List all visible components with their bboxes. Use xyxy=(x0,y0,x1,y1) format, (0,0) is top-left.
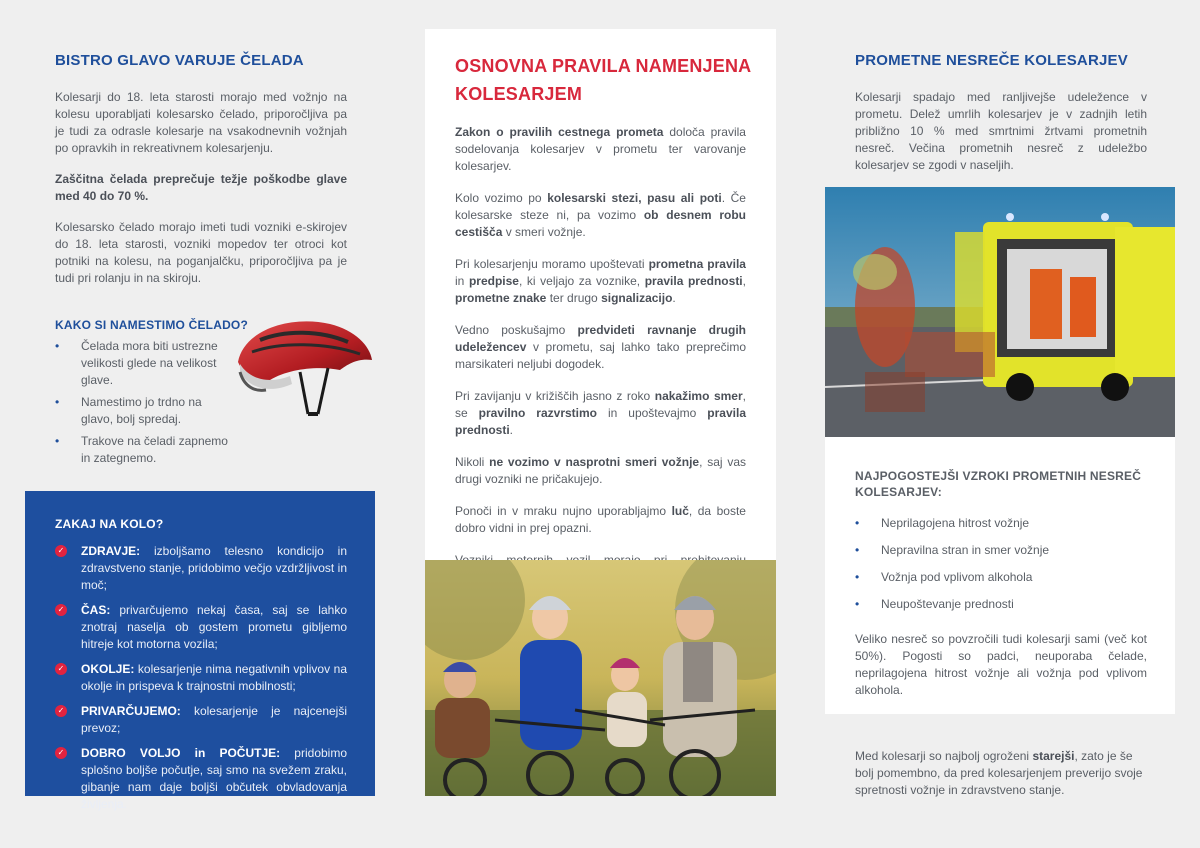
rule-text: ter drugo xyxy=(546,291,602,305)
rule-text: Vedno poskušajmo xyxy=(455,323,578,337)
ambulance-photo xyxy=(825,187,1175,437)
why-bike-item xyxy=(55,661,347,695)
helmet-paragraph-3: Kolesarsko čelado morajo imeti tudi vozniki e-skirojev do 18. leta starosti, vozniki mopedov ter otroci kot potniki na kolesu, na poganjalčku, priporočljiva pa je tudi pri rolanju in na skiroju. xyxy=(55,220,347,285)
why-bike-item-label: ZDRAVJE: xyxy=(81,544,141,558)
why-bike-item xyxy=(55,745,347,813)
closing-text-start: Med kolesarji so najbolj ogroženi xyxy=(855,749,1033,763)
cause-item xyxy=(855,515,1145,532)
helmet-howto-item xyxy=(55,433,235,467)
helmet-howto-item xyxy=(55,394,235,428)
rule-text: v prometu, saj lahko tako preprečimo marsikateri neljubi dogodek. xyxy=(455,340,746,371)
rule-text: Kolo vozimo po xyxy=(455,191,548,205)
why-bike-item-text: izboljšamo telesno kondicijo in zdravstveno stanje, pridobimo večjo vzdržljivost in moč; xyxy=(81,544,347,592)
bullet-icon: • xyxy=(55,434,60,448)
why-bike-item-text: kolesarjenje je najcenejši prevoz; xyxy=(81,704,347,735)
causes-title: NAJPOGOSTEJŠI VZROKI PROMETNIH NESREČ KOLESARJEV: xyxy=(855,469,1142,499)
cause-item xyxy=(855,569,1145,586)
closing-emphasis: starejši xyxy=(1032,749,1075,763)
check-icon: ✓ xyxy=(55,663,67,675)
rule-paragraph xyxy=(455,388,746,439)
rule-text: Pri kolesarjenju moramo upoštevati xyxy=(455,257,649,271)
cause-item-text: Nepravilna stran in smer vožnje xyxy=(881,543,1050,557)
rule-emphasis: signalizacijo xyxy=(601,291,673,305)
helmet-section-title: BISTRO GLAVO VARUJE ČELADA xyxy=(55,52,304,69)
rule-text: , da boste dobro vidni in prej opazni. xyxy=(455,504,746,535)
helmet-protection-stat: Zaščitna čelada preprečuje težje poškodbe glave med 40 do 70 %. xyxy=(55,172,347,203)
causes-summary: Veliko nesreč so povzročili tudi kolesarji sami (več kot 50%). Pogosti so padci, neuporaba čelade, neprilagojena hitrost vožnje ali vožnja pod vplivom alkohola. xyxy=(855,632,1147,697)
rule-emphasis: pravila prednosti xyxy=(644,274,743,288)
helmet-howto-list xyxy=(55,338,235,472)
cause-item xyxy=(855,542,1145,559)
rule-text: , xyxy=(742,274,746,288)
why-bike-item-text: privarčujemo nekaj časa, saj se lahko znotraj naselja ob gostem prometu gibljemo hitreje kot motorna vozila; xyxy=(81,603,347,651)
helmet-howto-item xyxy=(55,338,235,389)
why-bike-item-text: kolesarjenje nima negativnih vplivov na okolje in prispeva k trajnostni mobilnosti; xyxy=(81,662,347,693)
causes-panel xyxy=(825,437,1175,714)
why-bike-item xyxy=(55,703,347,737)
accidents-intro: Kolesarji spadajo med ranljivejše udeležence v prometu. Delež umrlih kolesarjev je v zadnjih letih približno 10 % med smrtnimi žrtvami prometnih nesreč. Večina prometnih nesreč z udeležbo kolesarjev se zgodi v naseljih. xyxy=(855,90,1147,172)
bullet-icon: • xyxy=(855,516,860,530)
helmet-paragraph-1: Kolesarji do 18. leta starosti morajo med vožnjo na kolesu uporabljati kolesarsko čelado, priporočljiva pa je tudi za odrasle kolesarje na vsakodnevnih vožnjah po opravkih in rekreativnem kolesarjenju. xyxy=(55,90,347,155)
rule-text: in xyxy=(455,274,469,288)
rule-emphasis: prometne znake xyxy=(455,291,547,305)
rule-text: določa pravila sodelovanja kolesarjev v prometu ter varovanje kolesarjev. xyxy=(455,125,746,173)
rule-emphasis: pravilno razvrstimo xyxy=(478,406,597,420)
cause-item-text: Vožnja pod vplivom alkohola xyxy=(881,570,1033,584)
rule-emphasis: pravila prednosti xyxy=(455,406,746,437)
why-bike-title: ZAKAJ NA KOLO? xyxy=(55,517,164,531)
rule-emphasis: kolesarski stezi, pasu ali poti xyxy=(547,191,722,205)
causes-list xyxy=(855,515,1145,623)
rule-text: , se xyxy=(455,389,746,420)
why-bike-box xyxy=(25,491,375,811)
closing-text-end: , zato je še bolj pomembno, da pred kolesarjenjem preverijo svoje spretnosti vožnje in zdravstveno stanje. xyxy=(855,749,1143,797)
rule-text: , saj vas drugi vozniki ne pričakujejo. xyxy=(455,455,747,486)
rule-text: v smeri vožnje. xyxy=(502,225,586,239)
cause-item-text: Neprilagojena hitrost vožnje xyxy=(881,516,1030,530)
family-cycling-photo xyxy=(425,560,776,796)
rule-paragraph xyxy=(455,503,746,537)
rule-emphasis: Zakon o pravilih cestnega prometa xyxy=(455,125,664,139)
helmet-howto-item-text: Čelada mora biti ustrezne velikosti glede na velikost glave. xyxy=(81,339,218,387)
rule-emphasis: luč xyxy=(671,504,689,518)
rule-paragraph xyxy=(455,256,746,307)
helmet-howto-item-text: Trakove na čeladi zapnemo in zategnemo. xyxy=(81,434,228,465)
rule-text: . xyxy=(509,423,514,437)
rule-text: Ponoči in v mraku nujno uporabljajmo xyxy=(455,504,672,518)
why-bike-item-label: DOBRO VOLJO in POČUTJE: xyxy=(81,746,281,760)
helmet-howto-title: KAKO SI NAMESTIMO ČELADO? xyxy=(55,318,248,332)
rule-text: in upoštevajmo xyxy=(597,406,708,420)
rule-emphasis: predvideti ravnanje drugih udeležencev xyxy=(455,323,746,354)
rule-paragraph xyxy=(455,190,746,241)
rules-title: OSNOVNA PRAVILA NAMENJENA KOLESARJEM xyxy=(455,56,751,104)
rule-text: . xyxy=(672,291,676,305)
rule-text: . Če kolesarske steze ni, pa vozimo xyxy=(455,191,746,222)
rule-emphasis: ob desnem robu cestišča xyxy=(455,208,746,239)
why-bike-item-text: pridobimo splošno boljše počutje, saj smo na svežem zraku, gibanje nam daje boljši občutek obvladovanja življenja. xyxy=(81,746,348,811)
helmet-paragraph-2 xyxy=(55,171,347,205)
rule-text: , ki veljajo za voznike, xyxy=(518,274,645,288)
check-icon: ✓ xyxy=(55,545,67,557)
rule-paragraph xyxy=(455,322,746,373)
bullet-icon: • xyxy=(855,543,860,557)
rule-emphasis: ne vozimo v nasprotni smeri vožnje xyxy=(489,455,700,469)
check-icon: ✓ xyxy=(55,747,67,759)
middle-column xyxy=(425,0,776,848)
closing-note xyxy=(855,748,1147,799)
bullet-icon: • xyxy=(855,597,860,611)
rule-emphasis: nakažimo smer xyxy=(654,389,743,403)
accidents-title: PROMETNE NESREČE KOLESARJEV xyxy=(855,52,1128,69)
why-bike-item xyxy=(55,543,347,594)
rule-emphasis: predpise xyxy=(468,274,519,288)
why-bike-item xyxy=(55,602,347,653)
why-bike-item-label: ČAS: xyxy=(81,603,111,617)
rule-emphasis: prometna pravila xyxy=(648,257,746,271)
helmet-howto-item-text: Namestimo jo trdno na glavo, bolj spredaj. xyxy=(81,395,202,426)
check-icon: ✓ xyxy=(55,604,67,616)
bullet-icon: • xyxy=(55,339,60,353)
why-bike-item-label: PRIVARČUJEMO: xyxy=(81,704,181,718)
bullet-icon: • xyxy=(55,395,60,409)
rules-text xyxy=(455,124,746,618)
rule-paragraph xyxy=(455,454,746,488)
why-bike-list xyxy=(55,543,347,813)
bullet-icon: • xyxy=(855,570,860,584)
rule-paragraph xyxy=(455,124,746,175)
rule-text: Nikoli xyxy=(455,455,490,469)
cause-item-text: Neupoštevanje prednosti xyxy=(881,597,1014,611)
why-bike-item-label: OKOLJE: xyxy=(81,662,135,676)
bicycle-helmet-image xyxy=(230,310,375,420)
rule-text: Pri zavijanju v križiščih jasno z roko xyxy=(455,389,655,403)
check-icon: ✓ xyxy=(55,705,67,717)
cause-item xyxy=(855,596,1145,613)
